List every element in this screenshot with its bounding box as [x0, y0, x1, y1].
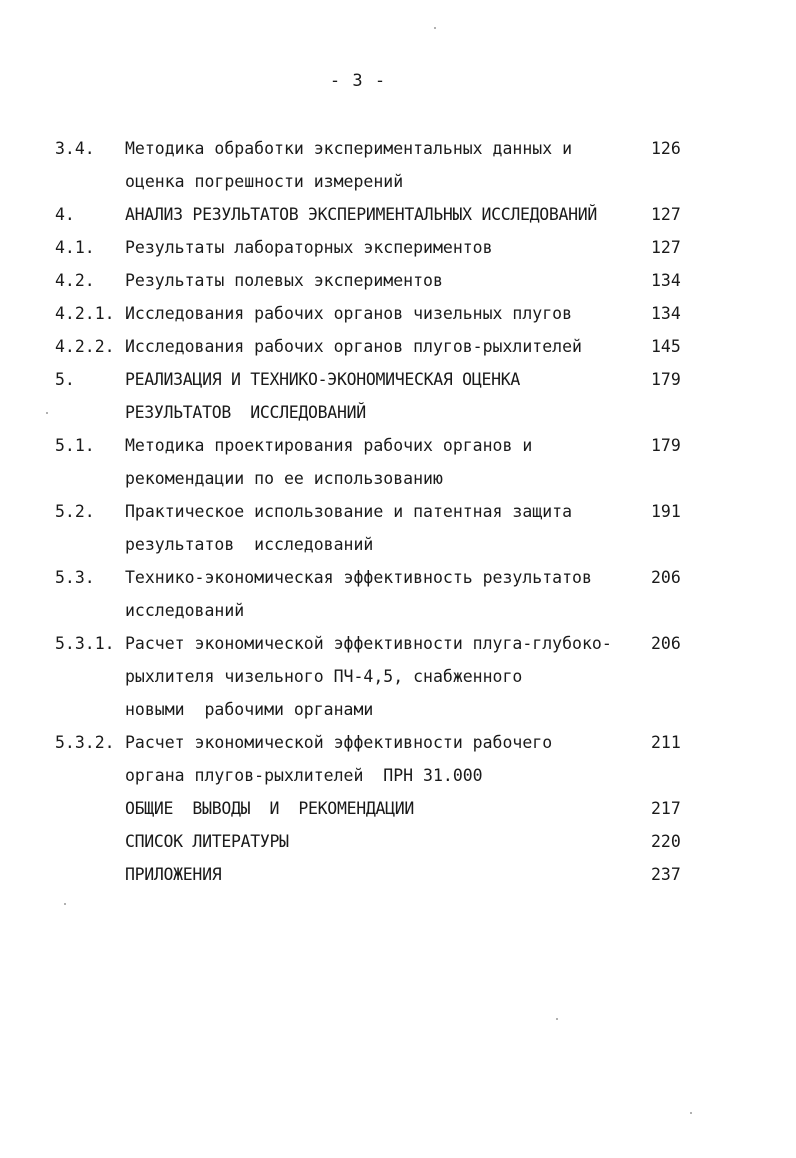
toc-entry-title: РЕАЛИЗАЦИЯ И ТЕХНИКО-ЭКОНОМИЧЕСКАЯ ОЦЕНКА — [125, 370, 520, 389]
toc-entry-references — [0, 825, 796, 858]
toc-entry-page: 237 — [651, 865, 681, 884]
toc-entry-page: 145 — [651, 337, 681, 356]
toc-entry-5-3 — [0, 561, 796, 627]
toc-entry-title: результатов исследований — [125, 535, 374, 554]
toc-entry-page: 134 — [651, 271, 681, 290]
scan-speck — [556, 1018, 558, 1020]
toc-entry-number: 5.3.2. — [55, 733, 115, 752]
toc-entry-4-2 — [0, 264, 796, 297]
toc-entry-number: 5.3. — [55, 568, 95, 587]
toc-entry-title: органа плугов-рыхлителей ПРН 31.000 — [125, 766, 483, 785]
toc-entry-4-2-2 — [0, 330, 796, 363]
scan-speck — [46, 412, 48, 414]
toc-entry-5 — [0, 363, 796, 429]
toc-entry-4-1 — [0, 231, 796, 264]
toc-entry-page: 206 — [651, 568, 681, 587]
toc-entry-page: 217 — [651, 799, 681, 818]
toc-entry-5-1 — [0, 429, 796, 495]
page-number: - 3 - — [329, 71, 387, 91]
toc-entry-appendices — [0, 858, 796, 891]
toc-entry-number: 5.1. — [55, 436, 95, 455]
toc-entry-title: рекомендации по ее использованию — [125, 469, 443, 488]
toc-entry-title: Результаты лабораторных экспериментов — [125, 238, 493, 257]
toc-entry-title: новыми рабочими органами — [125, 700, 374, 719]
toc-entry-title: исследований — [125, 601, 245, 620]
toc-entry-number: 4. — [55, 205, 75, 224]
toc-entry-page: 191 — [651, 502, 681, 521]
toc-entry-page: 206 — [651, 634, 681, 653]
toc-entry-4-2-1 — [0, 297, 796, 330]
toc-entry-title: Исследования рабочих органов плугов-рыхлителей — [125, 337, 582, 356]
toc-entry-conclusions — [0, 792, 796, 825]
toc-entry-title: рыхлителя чизельного ПЧ-4,5, снабженного — [125, 667, 523, 686]
toc-entry-title: Исследования рабочих органов чизельных плугов — [125, 304, 573, 323]
toc-entry-5-3-2 — [0, 726, 796, 792]
toc-entry-title: ОБЩИЕ ВЫВОДЫ И РЕКОМЕНДАЦИИ — [125, 799, 415, 818]
toc-entry-title: Практическое использование и патентная защита — [125, 502, 573, 521]
toc-entry-title: Результаты полевых экспериментов — [125, 271, 443, 290]
table-of-contents — [0, 132, 796, 891]
toc-entry-number: 5.2. — [55, 502, 95, 521]
scan-speck — [64, 903, 66, 905]
toc-entry-title: оценка погрешности измерений — [125, 172, 404, 191]
toc-entry-5-3-1 — [0, 627, 796, 726]
toc-entry-4 — [0, 198, 796, 231]
toc-entry-page: 179 — [651, 370, 681, 389]
scan-speck — [434, 27, 436, 29]
toc-entry-number: 5.3.1. — [55, 634, 115, 653]
toc-entry-page: 220 — [651, 832, 681, 851]
toc-entry-title: ПРИЛОЖЕНИЯ — [125, 865, 222, 884]
toc-entry-title: Расчет экономической эффективности рабочего — [125, 733, 553, 752]
toc-entry-title: Расчет экономической эффективности плуга-глубоко- — [125, 634, 612, 653]
toc-entry-title: Методика обработки экспериментальных данных и — [125, 139, 573, 158]
toc-entry-number: 5. — [55, 370, 75, 389]
toc-entry-title: РЕЗУЛЬТАТОВ ИССЛЕДОВАНИЙ — [125, 403, 366, 422]
toc-entry-title: СПИСОК ЛИТЕРАТУРЫ — [125, 832, 289, 851]
toc-entry-number: 4.2.2. — [55, 337, 115, 356]
toc-entry-page: 134 — [651, 304, 681, 323]
toc-entry-number: 4.2. — [55, 271, 95, 290]
toc-entry-number: 4.1. — [55, 238, 95, 257]
toc-entry-number: 3.4. — [55, 139, 95, 158]
toc-entry-3-4 — [0, 132, 796, 198]
toc-entry-page: 179 — [651, 436, 681, 455]
toc-entry-title: Методика проектирования рабочих органов и — [125, 436, 533, 455]
toc-entry-5-2 — [0, 495, 796, 561]
toc-entry-title: АНАЛИЗ РЕЗУЛЬТАТОВ ЭКСПЕРИМЕНТАЛЬНЫХ ИССЛЕДОВАНИЙ — [125, 205, 598, 224]
toc-entry-page: 211 — [651, 733, 681, 752]
toc-entry-page: 127 — [651, 205, 681, 224]
toc-entry-title: Технико-экономическая эффективность результатов — [125, 568, 592, 587]
scan-speck — [690, 1112, 692, 1114]
toc-entry-page: 127 — [651, 238, 681, 257]
toc-entry-page: 126 — [651, 139, 681, 158]
toc-entry-number: 4.2.1. — [55, 304, 115, 323]
